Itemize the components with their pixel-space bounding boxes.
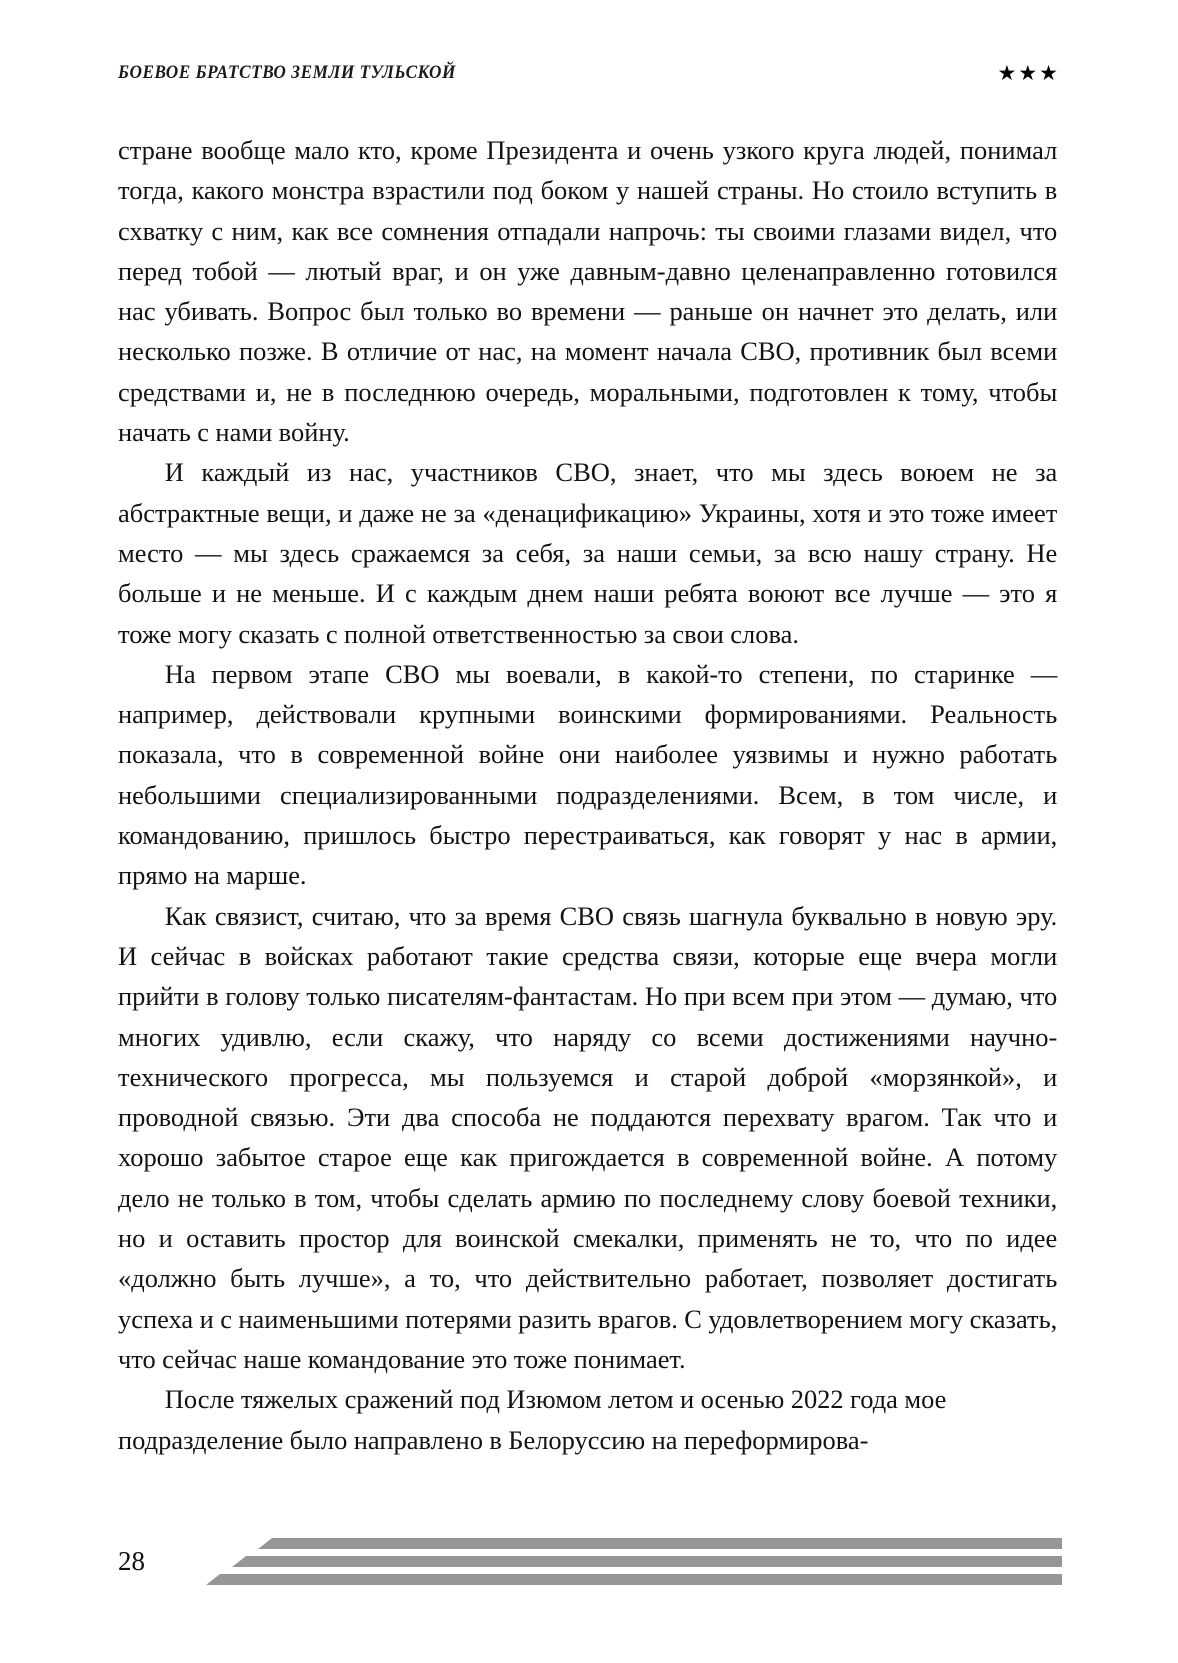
footer-bar-bottom (206, 1574, 1062, 1585)
footer-bar-middle (232, 1556, 1062, 1567)
paragraph: стране вообще мало кто, кроме Президента и очень узкого круга людей, понимал тогда, какого монстра взрастили под боком у нашей страны. Но стоило вступить в схватку с ним, как все сомнения отпадали напрочь: ты своими глазами видел, что перед тобой — лютый враг, и он уже давным-давно целенаправленно готовился нас убивать. Вопрос был только во времени — раньше он начнет это делать, или несколько позже. В отличие от нас, на момент начала СВО, противник был всеми средствами и, не в последнюю очередь, моральными, подготовлен к тому, чтобы начать с нами войну. (118, 135, 1058, 448)
running-header (118, 56, 1060, 90)
paragraph: После тяжелых сражений под Изюмом летом и осенью 2022 года мое подразделение было направлено в Белоруссию на переформирова- (118, 1384, 947, 1455)
page-number: 28 (118, 1546, 145, 1576)
footer-bar-top (258, 1538, 1062, 1549)
three-stars-icon: ★★★ (997, 60, 1060, 85)
page-footer (118, 1536, 1062, 1596)
paragraph: На первом этапе СВО мы воевали, в какой-то степени, по старинке — например, действовали крупными воинскими формированиями. Реальность показала, что в современной войне они наиболее уязвимы и нужно работать небольшими специализированными подразделениями. Всем, в том числе, и командованию, пришлось быстро перестраиваться, как говорят у нас в армии, прямо на марше. (118, 658, 1058, 891)
footer-ornament-icon (180, 1536, 1062, 1594)
paragraph: И каждый из нас, участников СВО, знает, что мы здесь воюем не за абстрактные вещи, и даже не за «денацификацию» Украины, хотя и это тоже имеет место — мы здесь сражаемся за себя, за наши семьи, за всю нашу страну. Не больше и не меньше. И с каждым днем наши ребята воюют все лучше — это я тоже могу сказать с полной ответственностью за свои слова. (118, 457, 1058, 649)
body-text-column (118, 130, 1062, 1460)
running-header-title: БОЕВОЕ БРАТСТВО ЗЕМЛИ ТУЛЬСКОЙ (118, 62, 456, 83)
paragraph: Как связист, считаю, что за время СВО связь шагнула буквально в новую эру. И сейчас в войсках работают такие средства связи, которые еще вчера могли прийти в голову только писателям-фантастам. Но при всем при этом — думаю, что многих удивлю, если скажу, что наряду со всеми достижениями научно-технического прогресса, мы пользуемся и старой доброй «морзянкой», и проводной связью. Эти два способа не поддаются перехвату врагом. Так что и хорошо забытое старое еще как пригождается в современной войне. А потому дело не только в том, чтобы сделать армию по последнему слову боевой техники, но и оставить простор для воинской смекалки, применять не то, что по идее «должно быть лучше», а то, что действительно работает, позволяет достигать успеха и с наименьшими потерями разить врагов. С удовлетворением могу сказать, что сейчас наше командование это тоже понимает. (118, 900, 1058, 1374)
